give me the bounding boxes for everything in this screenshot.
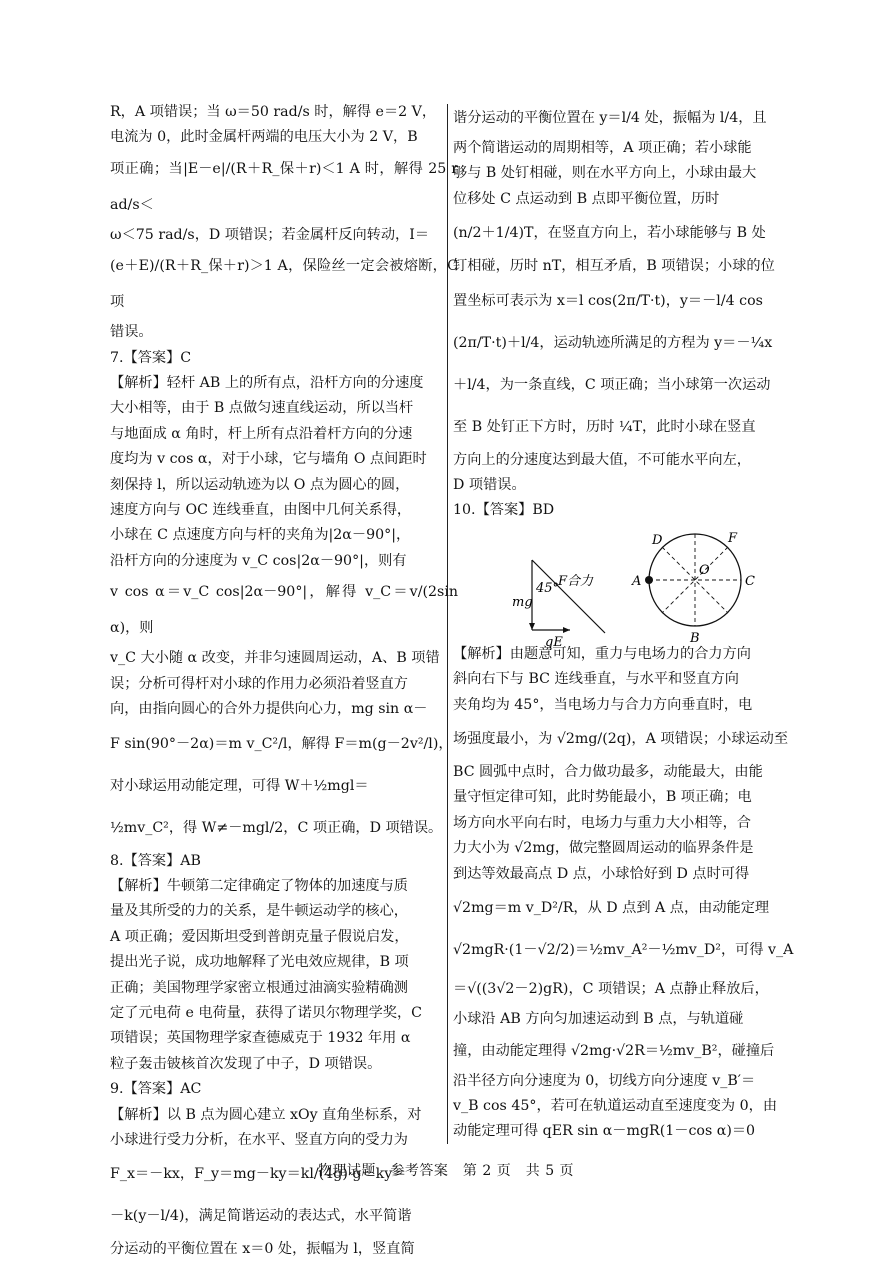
text-line: v_B cos 45°，若可在轨道运动直至速度变为 0，由 <box>453 1097 778 1114</box>
text-line: ½mv_C²，得 W≠－mgl/2，C 项正确，D 项错误。 <box>110 819 443 836</box>
text-line: √2mg＝m v_D²/R，从 D 点到 A 点，由动能定理 <box>453 900 770 917</box>
text-line: 斜向右下与 BC 连线垂直，与水平和竖直方向 <box>453 671 739 688</box>
text-line: 【解析】以 B 点为圆心建立 xOy 直角坐标系，对 <box>110 1106 422 1123</box>
text-line: 置坐标可表示为 x＝l cos(2π/T·t)，y＝－l/4 cos <box>453 292 763 309</box>
answer-heading-7: 7.【答案】C <box>110 349 192 366</box>
text-line: ＝√((3√2－2)gR)，C 项错误；A 点静止释放后， <box>453 981 769 998</box>
text-line: 至 B 处钉正下方时，历时 ¼T，此时小球在竖直 <box>453 418 756 435</box>
angle-label: 45° <box>536 581 560 596</box>
text-line: 粒子轰击铍核首次发现了中子，D 项错误。 <box>110 1055 382 1072</box>
text-line: (n/2＋1/4)T，在竖直方向上，若小球能够与 B 处 <box>453 225 766 242</box>
text-line: 定了元电荷 e 电荷量，获得了诺贝尔物理学奖，C <box>110 1004 423 1021</box>
ball-icon <box>645 576 653 584</box>
text-line: 提出光子说，成功地解释了光电效应规律，B 项 <box>110 954 409 971</box>
text-line: 撞，由动能定理得 √2mg·√2R＝½mv_B²，碰撞后 <box>453 1042 775 1059</box>
page-footer: 物理试题 参考答案 第 2 页 共 5 页 <box>317 1163 575 1179</box>
text-line: 项正确；当|E－e|/(R＋R_保＋r)＜1 A 时，解得 25 rad/s＜ <box>110 160 458 213</box>
answer-heading-9: 9.【答案】AC <box>110 1081 202 1098</box>
text-line: 项错误；英国物理学家查德威克于 1932 年用 α <box>110 1030 411 1047</box>
text-line: A 项正确；爱因斯坦受到普朗克量子假说启发， <box>110 928 409 945</box>
left-column <box>110 100 458 1263</box>
text-line: 场方向水平向右时，电场力与重力大小相等，合 <box>453 814 751 831</box>
text-line: 量守恒定律可知，此时势能最小，B 项正确；电 <box>453 789 752 806</box>
text-line: 够与 B 处钉相碰，则在水平方向上，小球由最大 <box>453 165 757 182</box>
text-line: 度均为 v cos α，对于小球，它与墙角 O 点间距时 <box>110 451 427 468</box>
arrowhead-icon <box>529 623 535 630</box>
text-line: 钉相碰，历时 nT，相互矛盾，B 项错误；小球的位 <box>453 258 775 275</box>
text-line: 向，由指向圆心的合外力提供向心力，mg sin α－ <box>110 701 428 718</box>
point-label-b: B <box>690 631 700 646</box>
text-line: 力大小为 √2mg，做完整圆周运动的临界条件是 <box>453 840 754 857</box>
resultant-force-vector <box>532 560 605 633</box>
text-line: 电流为 0，此时金属杆两端的电压大小为 2 V，B <box>110 129 418 146</box>
text-line: 小球沿 AB 方向匀加速运动到 B 点，与轨道碰 <box>453 1011 744 1028</box>
text-line: 到达等效最高点 D 点，小球恰好到 D 点时可得 <box>453 865 750 882</box>
point-label-d: D <box>652 533 663 548</box>
text-line: 【解析】由题意可知，重力与电场力的合力方向 <box>453 645 751 662</box>
text-line: 夹角均为 45°，当电场力与合力方向垂直时，电 <box>453 696 753 713</box>
text-line: 速度方向与 OC 连线垂直，由图中几何关系得， <box>110 502 412 519</box>
text-line: v cos α＝v_C cos|2α－90°|，解得 v_C＝v/(2sin α)，则 <box>110 584 458 637</box>
text-line: R，A 项错误；当 ω＝50 rad/s 时，解得 e＝2 V， <box>110 104 437 120</box>
column-divider <box>447 104 448 1144</box>
text-line: 【解析】牛顿第二定律确定了物体的加速度与质 <box>110 877 408 894</box>
text-line: 刻保持 l，所以运动轨迹为以 O 点为圆心的圆， <box>110 476 410 493</box>
text-line: －k(y－l/4)，满足简谐运动的表达式，水平简谐 <box>110 1208 412 1225</box>
text-line: F_x＝－kx，F_y＝mg－ky＝kl/(4g)·g－ky＝ <box>110 1166 407 1183</box>
text-line: F sin(90°－2α)＝m v_C²/l，解得 F＝m(g－2v²/l)， <box>110 735 453 752</box>
point-label-a: A <box>632 574 642 589</box>
text-line: (e＋E)/(R＋R_保＋r)＞1 A，保险丝一定会被熔断，C 项 <box>110 258 458 311</box>
text-line: 小球进行受力分析，在水平、竖直方向的受力为 <box>110 1131 408 1148</box>
text-line: v_C 大小随 α 改变，并非匀速圆周运动，A、B 项错 <box>110 650 440 667</box>
text-line: 与地面成 α 角时，杆上所有点沿着杆方向的分速 <box>110 425 413 442</box>
text-line: 两个简谐运动的周期相等，A 项正确；若小球能 <box>453 140 752 156</box>
text-line: 错误。 <box>110 324 153 341</box>
text-line: 方向上的分速度达到最大值，不可能水平向左， <box>453 451 751 468</box>
circle-track-diagram <box>631 531 755 646</box>
center-label-o: O <box>699 563 710 578</box>
text-line: 谐分运动的平衡位置在 y＝l/4 处，振幅为 l/4，且 <box>453 110 767 126</box>
point-label-c: C <box>745 574 755 589</box>
gravity-label: mg <box>512 595 533 610</box>
text-line: 沿杆方向的分速度为 v_C cos|2α－90°|，则有 <box>110 552 407 569</box>
physics-figure <box>500 530 800 650</box>
text-line: 动能定理可得 qER sin α－mgR(1－cos α)＝0 <box>453 1123 756 1140</box>
text-line: 误；分析可得杆对小球的作用力必须沿着竖直方 <box>110 675 408 692</box>
text-line: ω＜75 rad/s，D 项错误；若金属杆反向转动，I＝ <box>110 226 430 243</box>
text-line: 小球在 C 点速度方向与杆的夹角为|2α－90°|， <box>110 527 411 544</box>
text-line: 正确；美国物理学家密立根通过油滴实验精确测 <box>110 979 408 996</box>
text-line: (2π/T·t)＋l/4，运动轨迹所满足的方程为 y＝－¼x <box>453 334 773 351</box>
text-line: 位移处 C 点运动到 B 点即平衡位置，历时 <box>453 190 720 207</box>
point-label-f: F <box>728 531 738 546</box>
text-line: 【解析】轻杆 AB 上的所有点，沿杆方向的分速度 <box>110 375 424 392</box>
answer-heading-8: 8.【答案】AB <box>110 852 201 869</box>
text-line: 对小球运用动能定理，可得 W＋½mgl＝ <box>110 777 369 794</box>
text-line: √2mgR·(1－√2/2)＝½mv_A²－½mv_D²，可得 v_A <box>453 942 794 959</box>
text-line: ＋l/4，为一条直线，C 项正确；当小球第一次运动 <box>453 376 771 393</box>
combined-force-label: F合力 <box>558 574 594 589</box>
text-line: 场强度最小，为 √2mg/(2q)，A 项错误；小球运动至 <box>453 731 789 748</box>
arrowhead-icon <box>563 627 570 633</box>
text-line: 沿半径方向分速度为 0，切线方向分速度 v_B′＝ <box>453 1072 756 1089</box>
answer-heading-10: 10.【答案】BD <box>453 502 555 519</box>
text-line: D 项错误。 <box>453 477 526 494</box>
text-line: 量及其所受的力的关系，是牛顿运动学的核心， <box>110 903 408 920</box>
electric-force-label: qE <box>545 635 563 650</box>
text-line: 分运动的平衡位置在 x＝0 处，振幅为 l，竖直简 <box>110 1241 415 1258</box>
text-line: 大小相等，由于 B 点做匀速直线运动，所以当杆 <box>110 400 414 417</box>
force-triangle-diagram <box>512 560 605 650</box>
text-line: BC 圆弧中点时，合力做功最多，动能最大，由能 <box>453 764 763 781</box>
